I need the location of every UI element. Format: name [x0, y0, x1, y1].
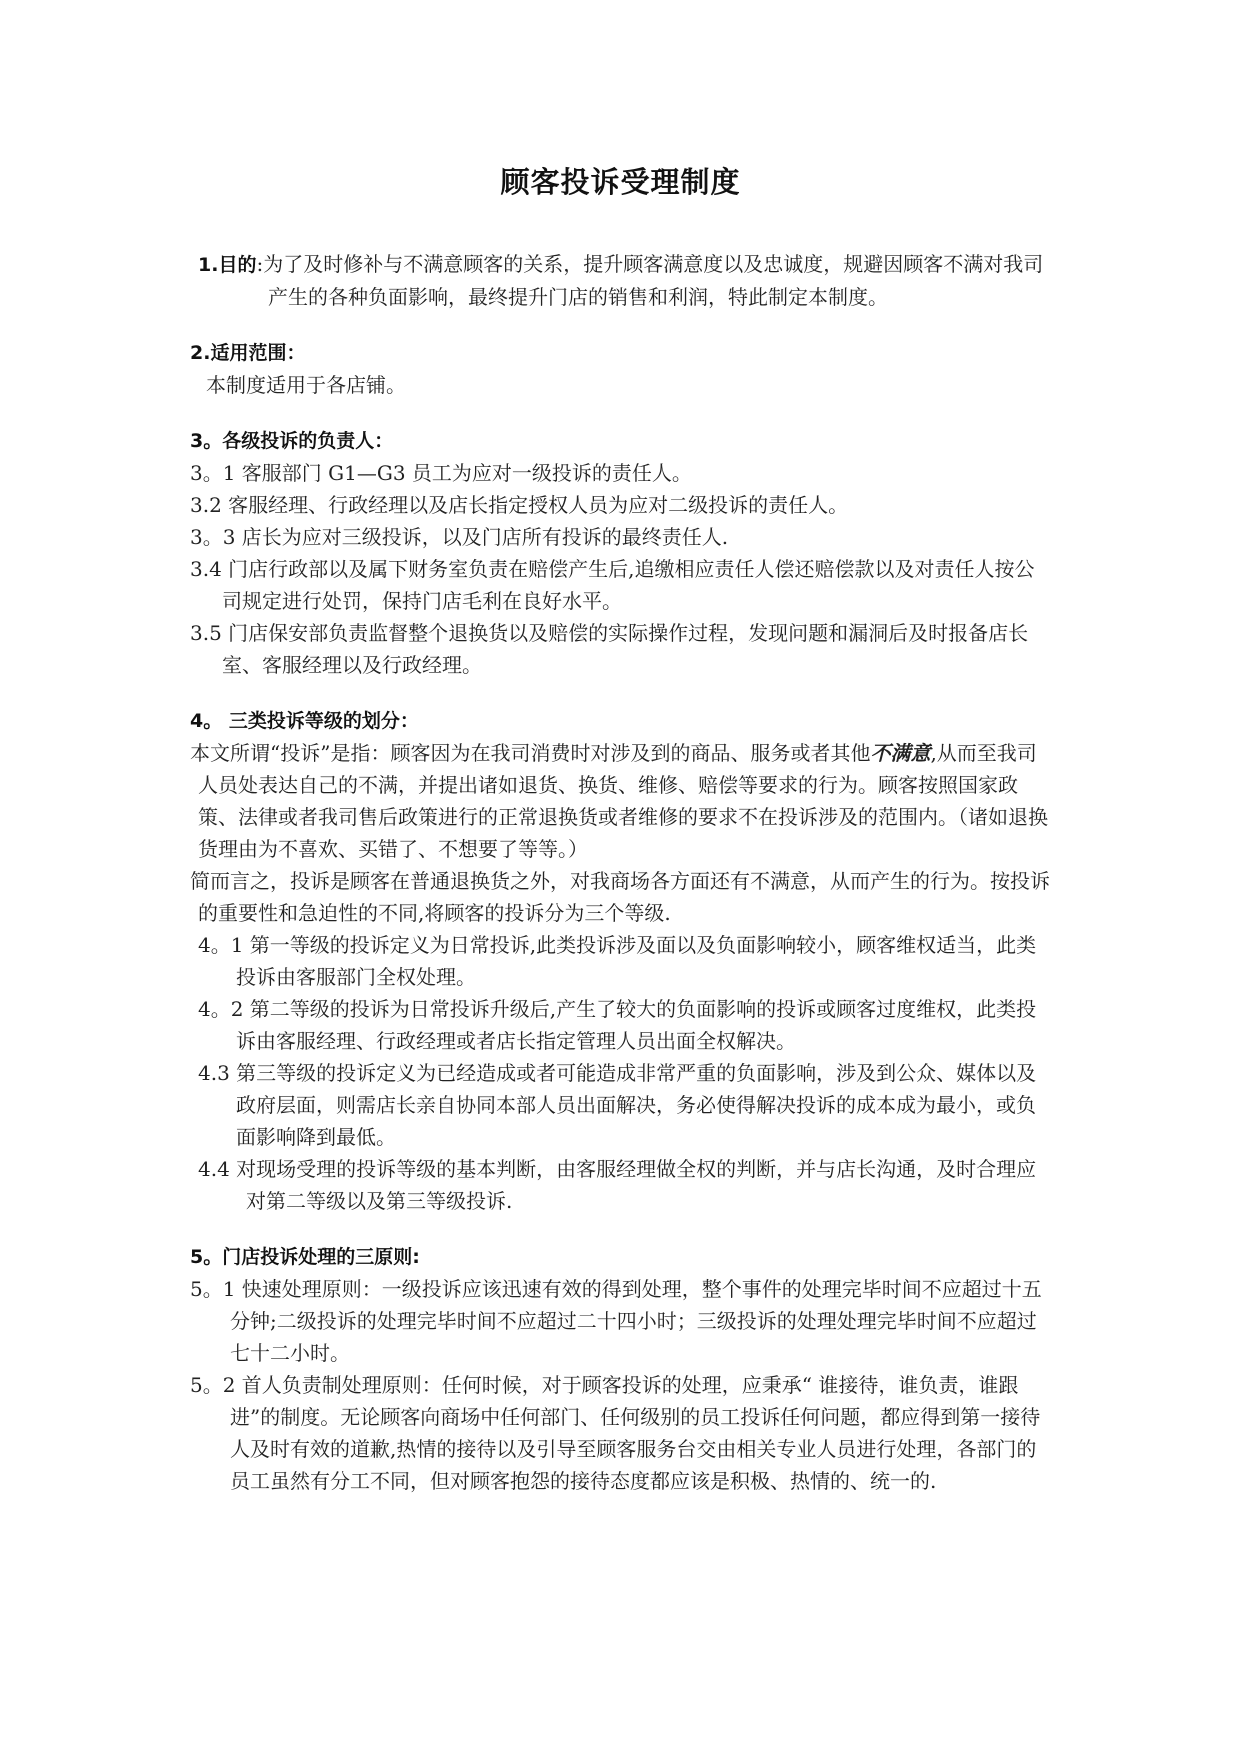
section4-intro-after: ,从而至我司人员处表达自己的不满，并提出诸如退货、换货、维修、赔偿等要求的行为。顾客按照国家政策、法律或者我司售后政策进行的正常退换货或者维修的要求不在投诉涉及的范围内。（诸如退换货理由为不喜欢、买错了、不想要了等等。）	[198, 741, 1048, 861]
section5-item: 5。2 首人负责制处理原则：任何时候，对于顾客投诉的处理，应秉承“ 谁接待，谁负责，谁跟进”的制度。无论顾客向商场中任何部门、任何级别的员工投诉任何问题，都应得到第一接待人及时有效的道歉,热情的接待以及引导至顾客服务台交由相关专业人员进行处理，各部门的员工虽然有分工不同，但对顾客抱怨的接待态度都应该是积极、热情的、统一的.	[190, 1373, 1041, 1493]
section3-heading: 3。各级投诉的负责人：	[190, 430, 394, 452]
section4-item: 4.4 对现场受理的投诉等级的基本判断，由客服经理做全权的判断，并与店长沟通，及时合理应对第二等级以及第三等级投诉.	[198, 1157, 1037, 1213]
section4-item: 4.3 第三等级的投诉定义为已经造成或者可能造成非常严重的负面影响，涉及到公众、媒体以及政府层面，则需店长亲自协同本部人员出面解决，务必使得解决投诉的成本成为最小，或负面影响降到最低。	[198, 1061, 1037, 1149]
section3-item: 3.4 门店行政部以及属下财务室负责在赔偿产生后,追缴相应责任人偿还赔偿款以及对责任人按公司规定进行处罚，保持门店毛利在良好水平。	[190, 557, 1035, 613]
purpose-text: :为了及时修补与不满意顾客的关系，提升顾客满意度以及忠诚度，规避因顾客不满对我司产生的各种负面影响，最终提升门店的销售和利润，特此制定本制度。	[256, 252, 1044, 309]
section4-summary: 简而言之，投诉是顾客在普通退换货之外，对我商场各方面还有不满意，从而产生的行为。按投诉的重要性和急迫性的不同,将顾客的投诉分为三个等级.	[190, 869, 1050, 925]
section4-intro-emphasis: 不满意	[870, 741, 931, 765]
section3-item: 3。1 客服部门 G1—G3 员工为应对一级投诉的责任人。	[190, 461, 692, 485]
scope-heading: 2.适用范围：	[190, 342, 306, 364]
scope-text: 本制度适用于各店铺。	[206, 373, 406, 397]
section3-item: 3。3 店长为应对三级投诉，以及门店所有投诉的最终责任人.	[190, 525, 729, 549]
section5-heading: 5。门店投诉处理的三原则:	[190, 1246, 420, 1268]
section4-item: 4。1 第一等级的投诉定义为日常投诉,此类投诉涉及面以及负面影响较小，顾客维权适当，此类投诉由客服部门全权处理。	[198, 933, 1037, 989]
section3-item: 3.5 门店保安部负责监督整个退换货以及赔偿的实际操作过程，发现问题和漏洞后及时报备店长室、客服经理以及行政经理。	[190, 621, 1029, 677]
document-body	[190, 248, 1050, 1497]
document-title: 顾客投诉受理制度	[500, 165, 741, 199]
section3-item: 3.2 客服经理、行政经理以及店长指定授权人员为应对二级投诉的责任人。	[190, 493, 849, 517]
purpose-paragraph	[190, 248, 1050, 313]
section4-intro	[190, 737, 1050, 865]
section5-item: 5。1 快速处理原则：一级投诉应该迅速有效的得到处理，整个事件的处理完毕时间不应超过十五分钟;二级投诉的处理完毕时间不应超过二十四小时；三级投诉的处理处理完毕时间不应超过七十二小时。	[190, 1277, 1042, 1365]
purpose-label: 1.目的	[198, 254, 257, 276]
section4-heading: 4。 三类投诉等级的划分：	[190, 710, 419, 732]
section4-intro-before: 本文所谓“投诉”是指：顾客因为在我司消费时对涉及到的商品、服务或者其他	[190, 741, 871, 765]
section4-item: 4。2 第二等级的投诉为日常投诉升级后,产生了较大的负面影响的投诉或顾客过度维权，此类投诉由客服经理、行政经理或者店长指定管理人员出面全权解决。	[198, 997, 1037, 1053]
